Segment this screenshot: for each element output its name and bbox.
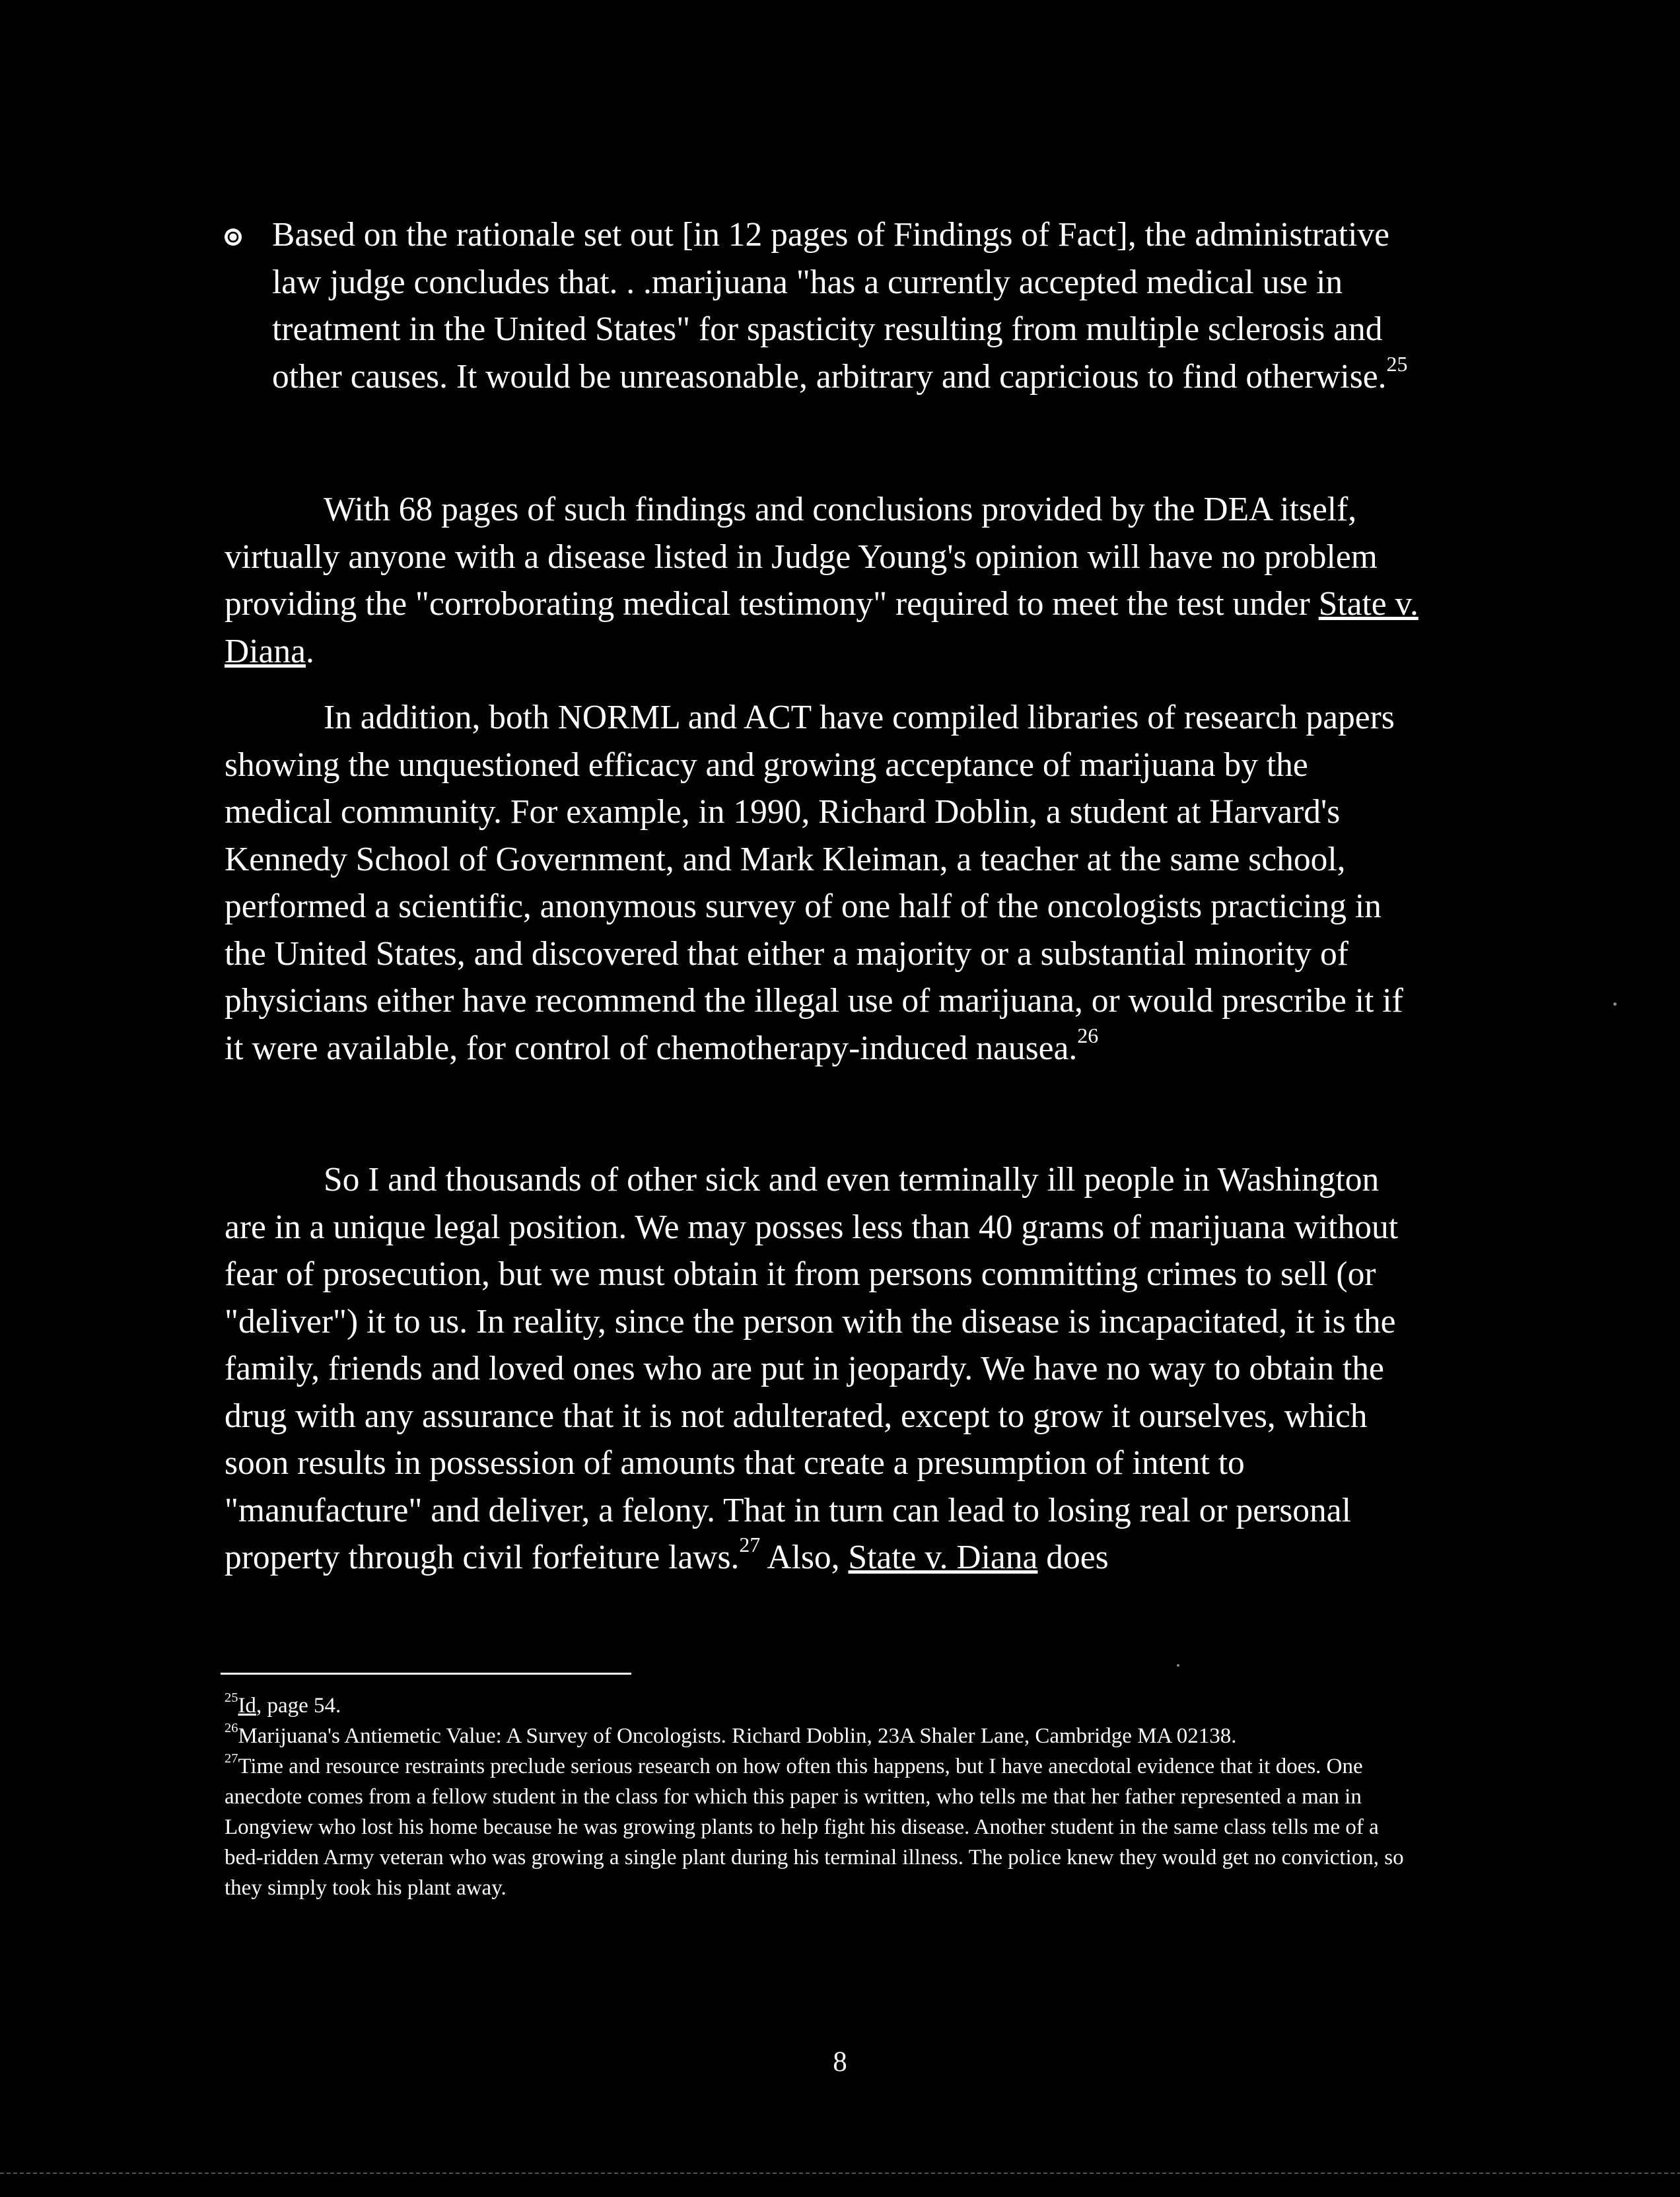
case-citation: State v. Diana <box>848 1539 1038 1576</box>
paragraph-text: With 68 pages of such findings and conclusions provided by the DEA itself, virtually anyone with a disease listed in Judge Young's opinion will have no problem providing the "corroborating medical testimony" required to meet the test under <box>225 491 1378 623</box>
paragraph-legal-position <box>225 1156 1420 1582</box>
page-number: 8 <box>833 2046 847 2077</box>
footnote-number: 26 <box>225 1720 238 1735</box>
paragraph-dea-findings <box>225 486 1420 675</box>
footnote-27 <box>225 1751 1420 1903</box>
bullet-icon <box>225 228 242 246</box>
footnotes <box>225 1691 1420 1903</box>
footnote-26 <box>225 1721 1420 1751</box>
footnote-id-ref: Id <box>238 1694 256 1718</box>
paragraph-text-end: . <box>305 632 314 670</box>
footnote-number: 25 <box>225 1690 238 1705</box>
footnote-ref-26: 26 <box>1077 1024 1099 1047</box>
footnote-text: Marijuana's Antiemetic Value: A Survey of Oncologists. Richard Doblin, 23A Shaler Lane, Cambridge MA 02138. <box>238 1724 1237 1748</box>
scan-speck <box>1613 1002 1617 1006</box>
paragraph-research-papers <box>225 694 1420 1072</box>
paragraph-text: So I and thousands of other sick and even terminally ill people in Washington are in a unique legal position. We may posses less than 40 grams of marijuana without fear of prosecution, but we must obtain it from persons committing crimes to sell (or "deliver") it to us. In reality, since the person with the disease is incapacitated, it is the family, friends and loved ones who are put in jeopardy. We have no way to obtain the drug with any assurance that it is not adulterated, except to grow it ourselves, which soon results in possession of amounts that create a presumption of intent to "manufacture" and deliver, a felony. That in turn can lead to losing real or personal property through civil forfeiture laws. <box>225 1161 1399 1576</box>
scan-speck <box>1177 1664 1179 1667</box>
scan-artifact-line <box>0 2173 1680 2174</box>
footnote-separator <box>221 1673 631 1675</box>
case-citation: State v. Diana <box>225 585 1418 670</box>
footnote-ref-27: 27 <box>739 1533 761 1557</box>
footnote-ref-25: 25 <box>1386 352 1408 376</box>
bullet-text <box>272 211 1421 400</box>
paragraph-text-end: does <box>1037 1539 1109 1576</box>
footnote-number: 27 <box>225 1751 238 1766</box>
footnote-text: , page 54. <box>256 1694 341 1718</box>
bullet-quote: Based on the rationale set out [in 12 pages of Findings of Fact], the administrative law judge concludes that. . .marijuana "has a currently accepted medical use in treatment in the United States" for spasticity resulting from multiple sclerosis and other causes. It would be unreasonable, arbitrary and capricious to find otherwise. <box>272 216 1389 396</box>
footnote-text: Time and resource restraints preclude serious research on how often this happens, but I have anecdotal evidence that it does. One anecdote comes from a fellow student in the class for which this paper is written, who tells me that her father represented a man in Longview who lost his home because he was growing plants to help fight his disease. Another student in the same class tells me of a bed-ridden Army veteran who was growing a single plant during his terminal illness. The police knew they would get no conviction, so they simply took his plant away. <box>225 1755 1404 1900</box>
footnote-25 <box>225 1691 1420 1721</box>
paragraph-text-continued: Also, <box>760 1539 849 1576</box>
paragraph-text: In addition, both NORML and ACT have compiled libraries of research papers showing the unquestioned efficacy and growing acceptance of marijuana by the medical community. For example, in 1990, Richard Doblin, a student at Harvard's Kennedy School of Government, and Mark Kleiman, a teacher at the same school, performed a scientific, anonymous survey of one half of the oncologists practicing in the United States, and discovered that either a majority or a substantial minority of physicians either have recommend the illegal use of marijuana, or would prescribe it if it were available, for control of chemotherapy-induced nausea. <box>225 699 1403 1067</box>
